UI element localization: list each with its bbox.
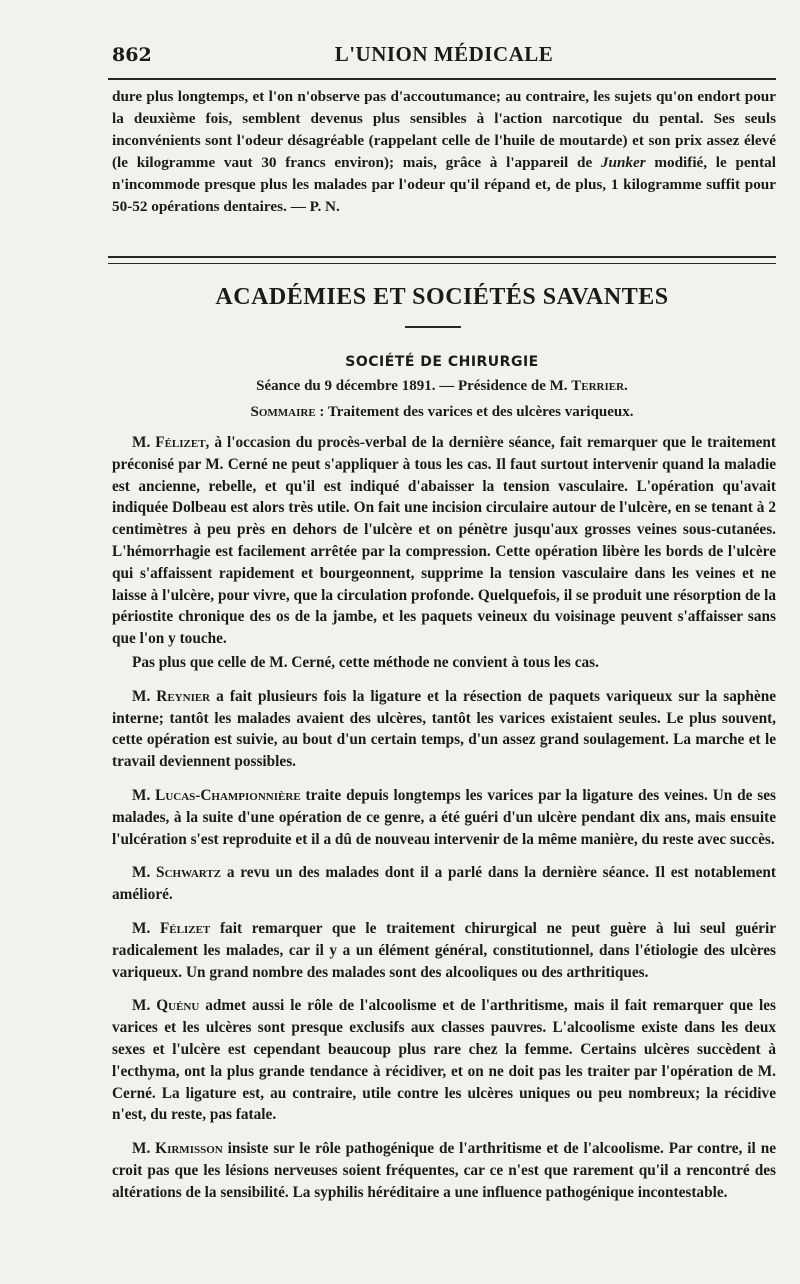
page-header bbox=[112, 40, 776, 76]
society-heading: SOCIÉTÉ DE CHIRURGIE bbox=[345, 354, 539, 370]
session-line bbox=[108, 378, 776, 395]
section-title: ACADÉMIES ET SOCIÉTÉS SAVANTES bbox=[215, 284, 669, 310]
paragraph bbox=[112, 652, 776, 674]
speaker-name: M. Reynier bbox=[132, 687, 211, 705]
session-text: Séance du 9 décembre 1891. — Présidence de M. bbox=[256, 378, 572, 394]
running-title: L'UNION MÉDICALE bbox=[334, 42, 554, 66]
title-rule bbox=[405, 326, 461, 328]
paragraph-text: admet aussi le rôle de l'alcoolisme et de l'arthritisme, mais il fait remarquer que les varices et les ulcères sont presque exclusifs aux classes pauvres. L'alcoolisme existe dans les deux sexes et l'ulcère est cependant beaucoup plus rare chez la femme. Certains ulcères succèdent à l'ecthyma, ont la plus grande tendance à récidiver, et on ne doit pas les traiter par l'opération de M. Cerné. La ligature est, au contraire, utile contre les ulcères uniques ou peu nombreux; la récidive n'est, du reste, pas fatale. bbox=[112, 997, 777, 1124]
paragraph-text: Pas plus que celle de M. Cerné, cette méthode ne convient à tous les cas. bbox=[132, 653, 599, 671]
paragraph bbox=[112, 862, 776, 906]
page-number: 862 bbox=[112, 44, 152, 66]
summary-text: : Traitement des varices et des ulcères variqueux. bbox=[315, 404, 634, 420]
speaker-name: M. Quénu bbox=[132, 997, 200, 1015]
paragraph-text: a revu un des malades dont il a parlé dans la dernière séance. Il est notablement amélioré. bbox=[112, 864, 776, 904]
section-divider bbox=[108, 256, 776, 264]
summary-label: Sommaire bbox=[250, 404, 316, 420]
session-president: Terrier. bbox=[571, 378, 628, 394]
paragraph bbox=[112, 1138, 776, 1203]
header-rule bbox=[108, 78, 776, 80]
paragraph bbox=[112, 995, 776, 1126]
speaker-name: M. Schwartz bbox=[132, 864, 222, 882]
speaker-name: M. Félizet bbox=[132, 434, 206, 451]
intro-text-start: dure plus longtemps, et l'on n'observe pas d'accoutumance; au contraire, les sujets qu'on endort pour la deuxième fois, semblent devenus plus sensibles à l'action narcotique du pental. Ses seuls inconvénients sont l'odeur désagréable (rappelant celle de l'huile de moutarde) et son prix assez élevé (le kilogramme vaut 30 francs environ); mais, grâce à l'appareil de bbox=[112, 88, 776, 171]
paragraph bbox=[112, 432, 776, 650]
paragraph-text: fait remarquer que le traitement chirurgical ne peut guère à lui seul guérir radicalement les malades, car il y a un élément général, constitutionnel, dans l'étiologie des ulcères variqueux. Un grand nombre des malades sont des alcooliques ou des arthritiques. bbox=[112, 919, 776, 981]
intro-paragraph bbox=[112, 86, 776, 218]
intro-italic-word: Junker bbox=[600, 154, 646, 171]
intro-text-end: modifié, le pental n'incommode presque plus les malades par l'odeur qu'il répand et, de plus, 1 kilogramme suffit pour 50-52 opérations dentaires. — P. N. bbox=[112, 154, 776, 215]
paragraph bbox=[112, 918, 776, 983]
paragraph-text: insiste sur le rôle pathogénique de l'arthritisme et de l'alcoolisme. Par contre, il ne croit pas que les lésions nerveuses soient fréquentes, car ce n'est que rarement qu'il a rencontré des altérations de la sensibilité. La syphilis héréditaire a une influence pathogénique incontestable. bbox=[112, 1140, 776, 1201]
paragraph bbox=[112, 785, 776, 850]
paragraph-text: , à l'occasion du procès-verbal de la dernière séance, fait remarquer que le traitement préconisé par M. Cerné ne peut s'appliquer à tous les cas. Il faut surtout intervenir quand la maladie est ancienne, rebelle, et qu'il est indiqué d'abaisser la tension vasculaire. L'opération qu'avait indiquée Dolbeau est alors très utile. On fait une incision circulaire autour de l'ulcère, en se tenant à 2 centimètres à peu près en dehors de l'ulcère et on pénètre jusqu'aux grosses veines sous-cutanées. L'hémorrhagie est facilement arrêtée par la compression. Cette opération libère les bords de l'ulcère qui s'affaissent rapidement et bourgeonnent, supprime la tension vasculaire dans les veines et ne laisse à l'ulcère, pour vivre, que la circulation profonde. Quelquefois, il se produit une résorption de la périostite chronique des os de la jambe, et les paquets veineux du voisinage peuvent s'affaisser sans que l'on y touche. bbox=[112, 434, 776, 648]
paragraph-text: traite depuis longtemps les varices par la ligature des veines. Un de ses malades, à la suite d'une opération de ce genre, a été guéri d'un ulcère pendant dix ans, mais ensuite l'ulcération s'est reproduite et il a dû de nouveau intervenir de la même manière, du reste avec succès. bbox=[112, 786, 776, 848]
article-body bbox=[112, 432, 776, 1204]
paragraph bbox=[112, 686, 776, 773]
speaker-name: M. Lucas-Championnière bbox=[132, 786, 301, 804]
speaker-name: M. Kirmisson bbox=[132, 1140, 223, 1158]
speaker-name: M. Félizet bbox=[132, 919, 211, 937]
summary-line bbox=[108, 404, 776, 421]
paragraph-text: a fait plusieurs fois la ligature et la résection de paquets variqueux sur la saphène interne; tantôt les malades avaient des ulcères, tantôt les varices existaient seules. Le plus souvent, cette opération est suivie, au bout d'un certain temps, d'un assez grand soulagement. La marche et le travail deviennent possibles. bbox=[112, 687, 777, 771]
